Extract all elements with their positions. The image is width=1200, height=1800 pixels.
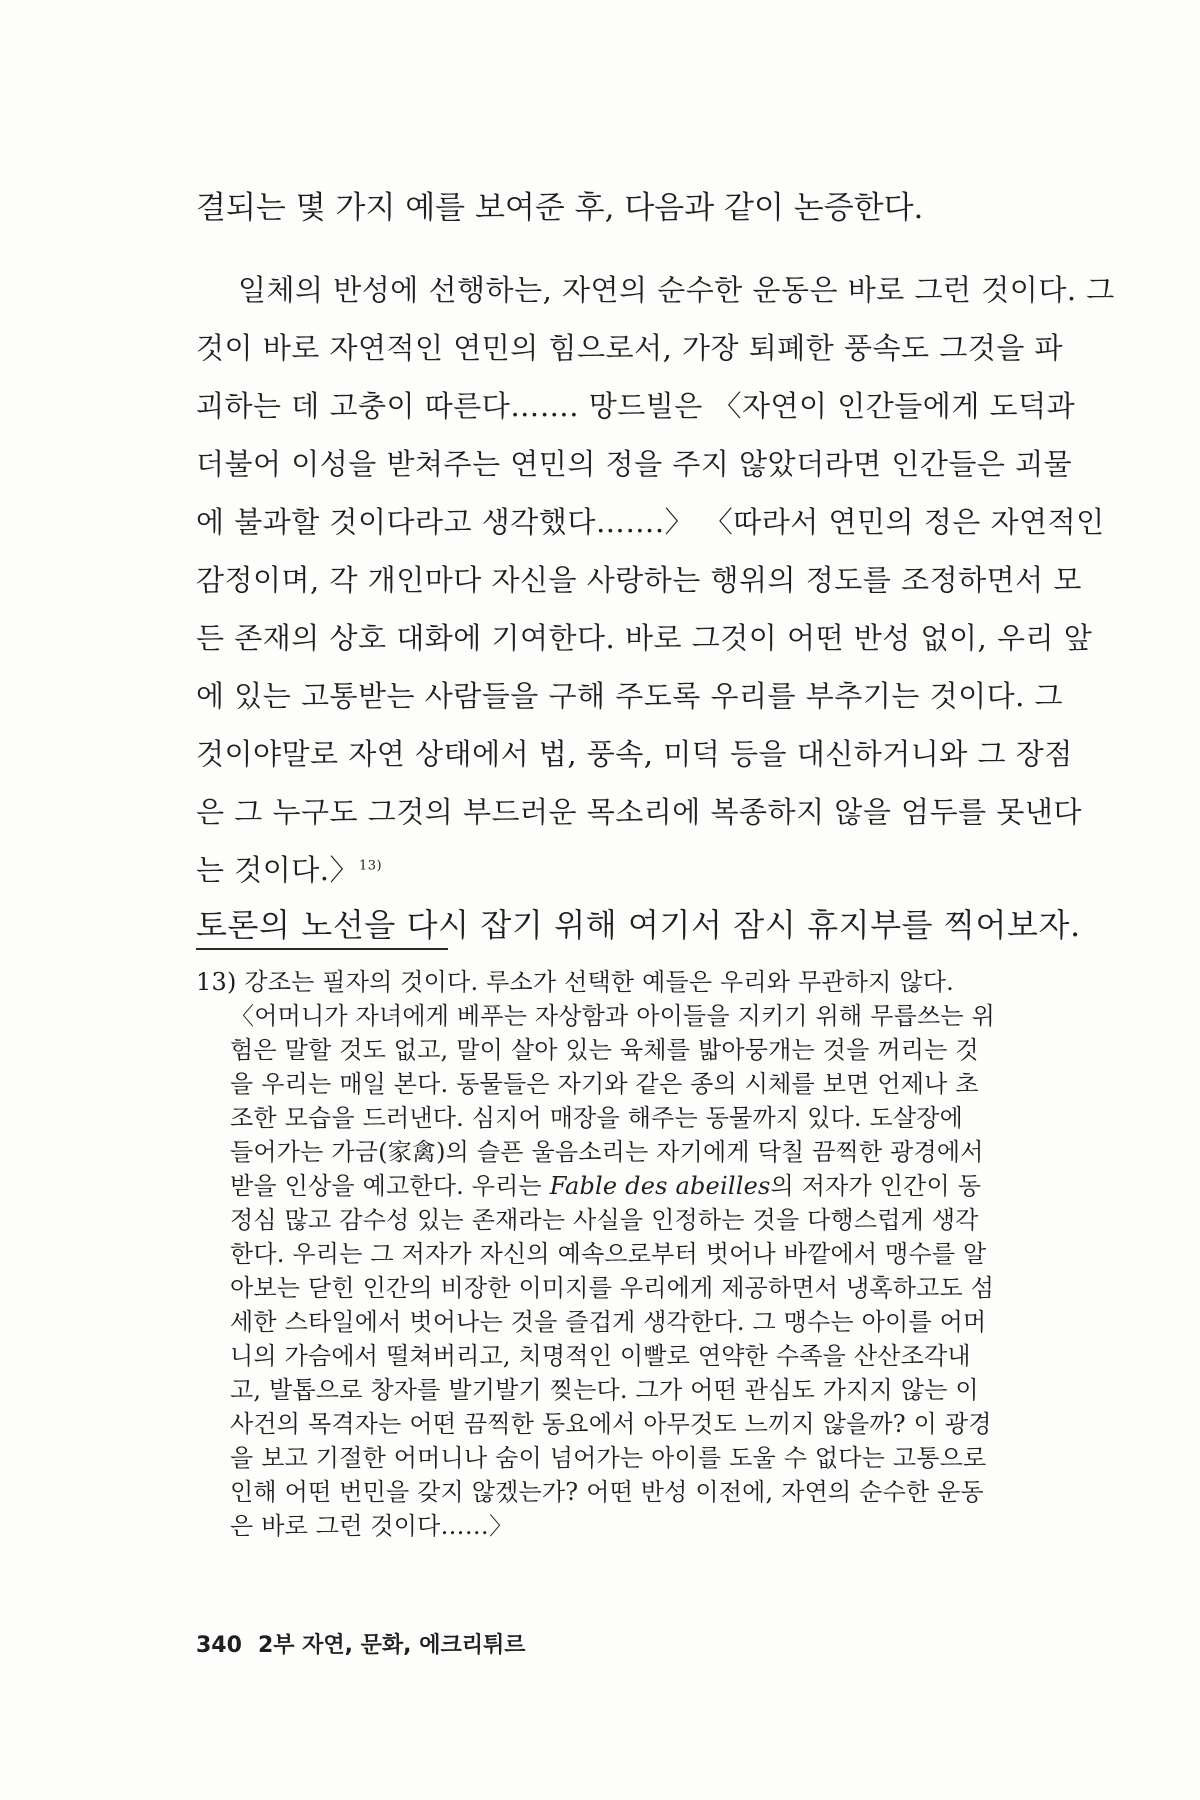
footnote-line: 을 보고 기절한 어머니나 숨이 넘어가는 아이를 도울 수 없다는 고통으로 — [230, 1444, 987, 1472]
quote-line-text: 는 것이다.〉 — [196, 853, 359, 887]
page-number: 340 — [196, 1633, 242, 1658]
running-title: 2부 자연, 문화, 에크리튀르 — [257, 1633, 526, 1658]
paragraph-resume: 토론의 노선을 다시 잡기 위해 여기서 잠시 휴지부를 찍어보자. — [196, 906, 1081, 944]
footnote-text: 의 저자가 인간이 동 — [770, 1172, 982, 1200]
quote-line: 에 있는 고통받는 사람들을 구해 주도록 우리를 부추기는 것이다. 그 — [196, 679, 1064, 713]
footnote-line: 니의 가슴에서 떨쳐버리고, 치명적인 이빨로 연약한 수족을 산산조각내 — [230, 1342, 971, 1370]
book-title-italic: Fable des abeilles — [549, 1172, 771, 1200]
footnote-line: 〈어머니가 자녀에게 베푸는 자상함과 아이들을 지키기 위해 무릅쓰는 위 — [230, 1002, 995, 1030]
quote-line: 더불어 이성을 받쳐주는 연민의 정을 주지 않았더라면 인간들은 괴물 — [196, 447, 1073, 481]
footnote-line: 험은 말할 것도 없고, 말이 살아 있는 육체를 밟아뭉개는 것을 꺼리는 것 — [230, 1036, 979, 1064]
footnote-line — [230, 1166, 981, 1201]
footnote-reference: 13) — [359, 858, 383, 874]
footnote-text: 받을 인상을 예고한다. 우리는 — [230, 1172, 550, 1200]
footnote-divider — [196, 948, 448, 950]
quote-line: 에 불과할 것이다라고 생각했다…….〉 〈따라서 연민의 정은 자연적인 — [196, 505, 1105, 539]
footnote-line: 들어가는 가금(家禽)의 슬픈 울음소리는 자기에게 닥칠 끔찍한 광경에서 — [230, 1138, 984, 1166]
page-footer — [196, 1628, 525, 1659]
footnote-line: 을 우리는 매일 본다. 동물들은 자기와 같은 종의 시체를 보면 언제나 초 — [230, 1070, 979, 1098]
footnote-line: 인해 어떤 번민을 갖지 않겠는가? 어떤 반성 이전에, 자연의 순수한 운동 — [230, 1478, 984, 1506]
footnote-line: 세한 스타일에서 벗어나는 것을 즐겁게 생각한다. 그 맹수는 아이를 어머 — [230, 1308, 987, 1336]
quote-line: 일체의 반성에 선행하는, 자연의 순수한 운동은 바로 그런 것이다. 그 — [238, 273, 1115, 307]
quote-line: 감정이며, 각 개인마다 자신을 사랑하는 행위의 정도를 조정하면서 모 — [196, 563, 1082, 597]
quote-line: 든 존재의 상호 대화에 기여한다. 바로 그것이 어떤 반성 없이, 우리 앞 — [196, 621, 1093, 655]
footnote-line: 아보는 닫힌 인간의 비장한 이미지를 우리에게 제공하면서 냉혹하고도 섬 — [230, 1274, 995, 1302]
footnote-line: 한다. 우리는 그 저자가 자신의 예속으로부터 벗어나 바깥에서 맹수를 알 — [230, 1240, 987, 1268]
footnote-line: 조한 모습을 드러낸다. 심지어 매장을 해주는 동물까지 있다. 도살장에 — [230, 1104, 964, 1132]
paragraph-continuation: 결되는 몇 가지 예를 보여준 후, 다음과 같이 논증한다. — [196, 190, 924, 226]
quote-line-last — [196, 848, 382, 889]
quote-line: 괴하는 데 고충이 따른다……. 망드빌은 〈자연이 인간들에게 도덕과 — [196, 389, 1076, 423]
footnote-line: 고, 발톱으로 창자를 발기발기 찢는다. 그가 어떤 관심도 가지지 않는 이 — [230, 1376, 979, 1404]
footnote-line: 은 바로 그런 것이다……〉 — [230, 1512, 514, 1540]
quote-line: 은 그 누구도 그것의 부드러운 목소리에 복종하지 않을 엄두를 못낸다 — [196, 795, 1082, 829]
footnote-line: 13) 강조는 필자의 것이다. 루소가 선택한 예들은 우리와 무관하지 않다. — [196, 968, 954, 996]
quote-line: 것이야말로 자연 상태에서 법, 풍속, 미덕 등을 대신하거니와 그 장점 — [196, 737, 1073, 771]
footnote-line: 사건의 목격자는 어떤 끔찍한 동요에서 아무것도 느끼지 않을까? 이 광경 — [230, 1410, 992, 1438]
footnote-line: 정심 많고 감수성 있는 존재라는 사실을 인정하는 것을 다행스럽게 생각 — [230, 1206, 979, 1234]
quote-line: 것이 바로 자연적인 연민의 힘으로서, 가장 퇴폐한 풍속도 그것을 파 — [196, 331, 1064, 365]
